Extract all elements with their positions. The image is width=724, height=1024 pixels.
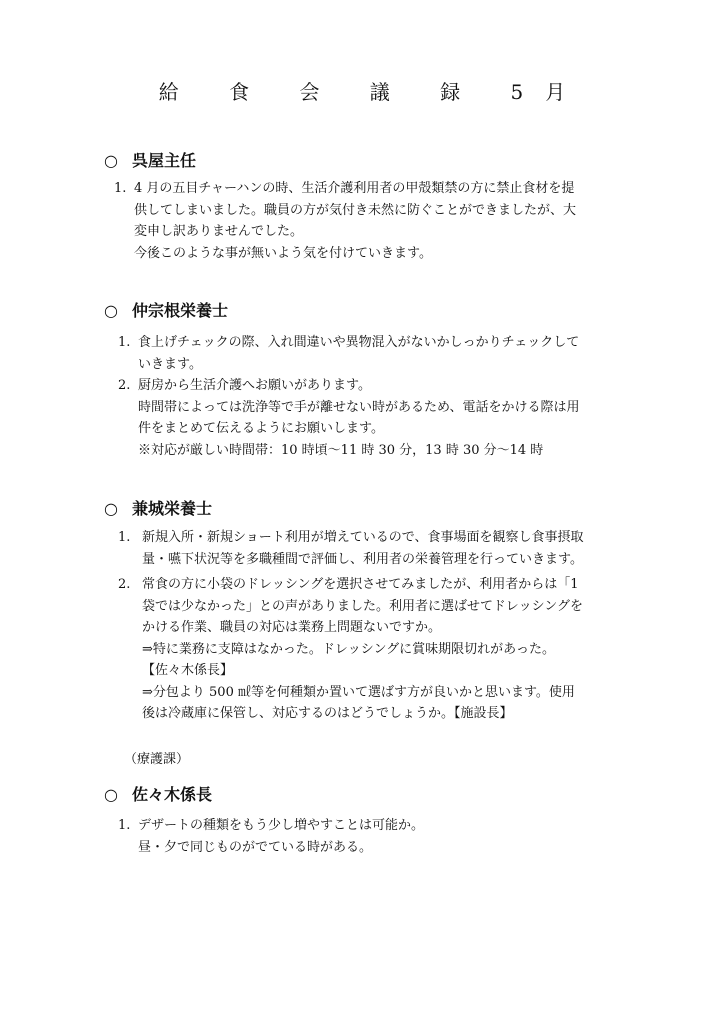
item-line: 昼・夕で同じものがでている時がある。 — [138, 839, 373, 855]
item-line: 食上げチェックの際、入れ間違いや異物混入がないかしっかりチェックして — [138, 335, 580, 350]
page-title: 給 食 会 議 録 5月 — [158, 80, 588, 104]
item-line: 時間帯によっては洗浄等で手が離せない時があるため、電話をかける際は用 — [138, 399, 580, 415]
item-line: いきます。 — [138, 356, 202, 372]
item-line: 新規入所・新規ショート利用が増えているので、食事場面を観察し食事摂取 — [142, 530, 584, 545]
circle-bullet-icon: ○ — [104, 151, 118, 170]
item-line: ⇒特に業務に支障はなかった。ドレッシングに賞味期限切れがあった。 — [142, 641, 556, 657]
item-line: ※対応が厳しい時間帯：10 時頃～11 時 30 分，13 時 30 分～14 時 — [138, 442, 544, 458]
item-line: 後は冷蔵庫に保管し、対応するのはどうでしょうか。【施設長】 — [142, 706, 513, 721]
item-number: 2. — [118, 577, 131, 592]
heading-text: 佐々木係長 — [132, 785, 213, 804]
heading-text: 兼城栄養士 — [132, 499, 213, 518]
section-heading — [104, 782, 212, 805]
item-line: 件をまとめて伝えるようにお願いします。 — [138, 421, 384, 436]
list-item — [118, 815, 425, 858]
list-item — [118, 574, 584, 725]
list-item — [118, 527, 584, 570]
section-heading — [104, 298, 228, 321]
item-number: 1. — [114, 181, 127, 196]
section-heading — [104, 148, 196, 171]
item-line: 常食の方に小袋のドレッシングを選択させてみましたが、利用者からは「1 — [142, 577, 579, 592]
list-item — [118, 332, 580, 375]
item-line: 変申し訳ありませんでした。 — [134, 224, 304, 239]
department-note: （療護課） — [124, 752, 190, 767]
section-heading — [104, 496, 212, 519]
item-line: 今後このような事が無いよう気を付けていきます。 — [134, 245, 432, 261]
item-number: 2. — [118, 378, 131, 393]
item-line: 供してしまいました。職員の方が気付き未然に防ぐことができましたが、大 — [134, 202, 577, 218]
list-item — [118, 375, 580, 461]
heading-text: 呉屋主任 — [132, 151, 197, 170]
item-line: デザートの種類をもう少し増やすことは可能か。 — [138, 818, 425, 833]
item-number: 1. — [118, 335, 131, 350]
item-line: 4 月の五目チャーハンの時、生活介護利用者の甲殻類禁の方に禁止食材を提 — [134, 181, 575, 196]
item-line: 量・嚥下状況等を多職種間で評価し、利用者の栄養管理を行っていきます。 — [142, 551, 583, 567]
heading-text: 仲宗根栄養士 — [132, 301, 229, 320]
item-line: ⇒分包より 500 ㎖等を何種類か置いて選ばす方が良いかと思います。使用 — [142, 684, 575, 700]
item-line: 厨房から生活介護へお願いがあります。 — [138, 378, 371, 393]
list-item — [114, 178, 577, 264]
item-number: 1. — [118, 818, 131, 833]
circle-bullet-icon: ○ — [104, 301, 118, 320]
circle-bullet-icon: ○ — [104, 499, 118, 518]
circle-bullet-icon: ○ — [104, 785, 118, 804]
item-line: 袋では少なかった」との声がありました。利用者に選ばせてドレッシングを — [142, 598, 584, 614]
item-line: 【佐々木係長】 — [142, 663, 234, 678]
item-number: 1. — [118, 530, 131, 545]
item-line: かける作業、職員の対応は業務上問題ないですか。 — [142, 620, 442, 635]
